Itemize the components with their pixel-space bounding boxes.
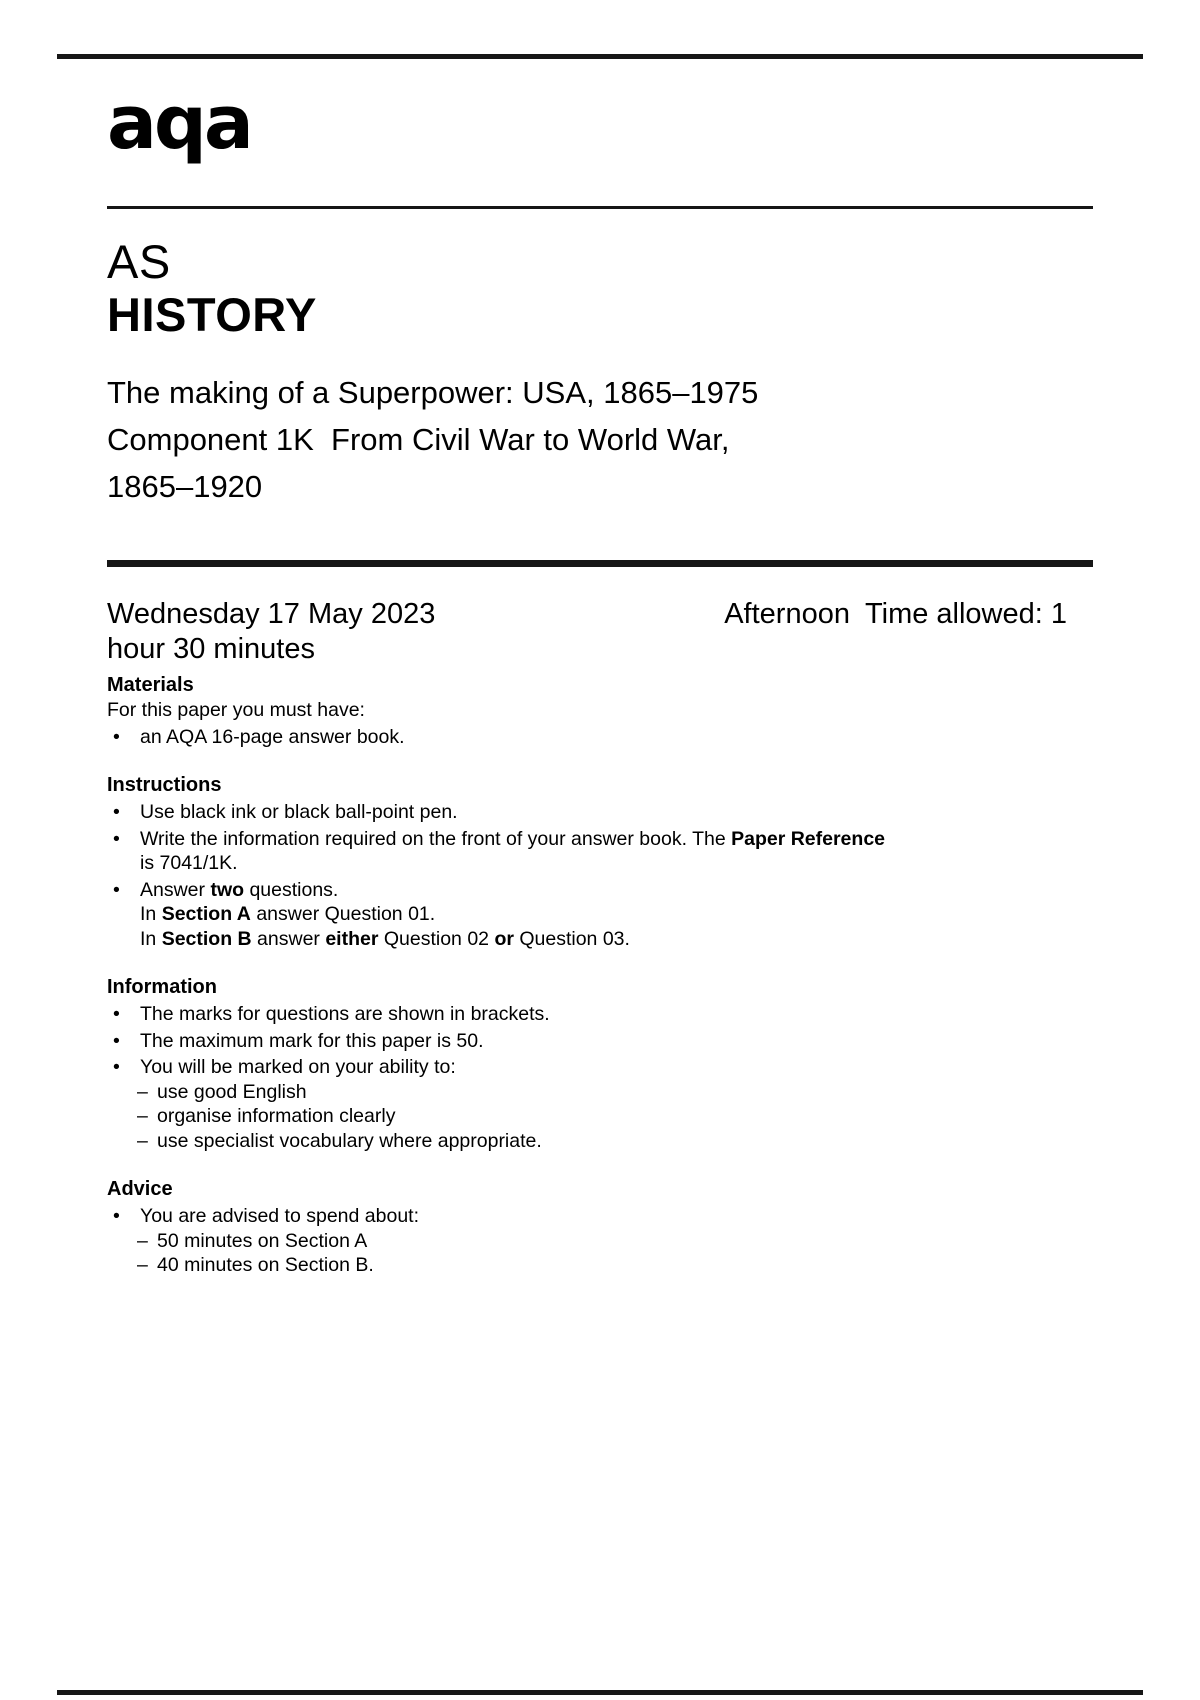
bullet-item: [107, 1204, 1093, 1229]
dash-icon: –: [137, 1254, 148, 1276]
bullet-icon: •: [113, 801, 120, 823]
title-divider-rule: [107, 560, 1093, 567]
bullet-item: [107, 725, 1093, 750]
section-heading-materials: Materials: [107, 674, 194, 696]
continuation-line: [107, 902, 1093, 927]
bullet-icon: •: [113, 725, 120, 748]
dash-item: [107, 1253, 1093, 1278]
section-heading-instructions: Instructions: [107, 774, 222, 796]
bottom-rule: [57, 1690, 1143, 1695]
title-block: [107, 235, 1093, 341]
bullet-item: [107, 1029, 1093, 1054]
paper-title: [107, 369, 1093, 510]
exam-period: Afternoon: [724, 598, 850, 630]
line-text: use specialist vocabulary where appropriate.: [157, 1129, 542, 1152]
continuation-line: [107, 851, 1093, 876]
bullet-icon: •: [113, 1029, 120, 1052]
section-heading-advice: Advice: [107, 1178, 173, 1200]
paper-title-line-1: The making of a Superpower: USA, 1865–1975: [107, 375, 759, 410]
line-text: is 7041/1K.: [140, 852, 238, 874]
line-text: You will be marked on your ability to:: [140, 1056, 456, 1078]
cover-content: [107, 0, 1093, 1278]
dash-item: [107, 1229, 1093, 1254]
line-text: organise information clearly: [157, 1105, 396, 1127]
line-text: use good English: [157, 1080, 307, 1103]
bullet-item: [107, 827, 1093, 852]
dash-icon: –: [137, 1129, 148, 1152]
line-text: 40 minutes on Section B.: [157, 1254, 374, 1276]
paper-title-line-2: Component 1K From Civil War to World War,: [107, 422, 730, 457]
session-line: [107, 597, 1093, 632]
section-heading-information: Information: [107, 976, 217, 998]
line-text: For this paper you must have:: [107, 699, 365, 721]
aqa-logo: aqa: [107, 80, 251, 166]
line-text: In Section B answer either Question 02 or Question 03.: [140, 927, 630, 950]
time-allowed: Time allowed: 1: [864, 598, 1067, 630]
dash-icon: –: [137, 1105, 148, 1127]
line-text: Use black ink or black ball-point pen.: [140, 801, 458, 823]
continuation-line: [107, 927, 1093, 952]
session-right: [724, 597, 1093, 632]
bullet-icon: •: [113, 1003, 120, 1025]
qualification-level: AS: [107, 235, 171, 288]
time-allowed-wrap: hour 30 minutes: [107, 633, 315, 665]
dash-item: [107, 1080, 1093, 1105]
section-information: [107, 975, 1093, 1153]
logo-rule: [107, 206, 1093, 209]
line-text: Write the information required on the front of your answer book. The Paper Reference: [140, 827, 886, 850]
line-text: In Section A answer Question 01.: [140, 903, 436, 925]
section-instructions: [107, 773, 1093, 951]
bullet-item: [107, 1002, 1093, 1027]
line-text: The marks for questions are shown in brackets.: [140, 1003, 550, 1025]
text-line: [107, 698, 1093, 723]
dash-icon: –: [137, 1229, 148, 1252]
section-advice: [107, 1177, 1093, 1278]
dash-item: [107, 1104, 1093, 1129]
line-text: You are advised to spend about:: [140, 1205, 419, 1227]
front-notices: [107, 673, 1093, 1278]
bullet-icon: •: [113, 878, 120, 901]
subject-title: HISTORY: [107, 288, 317, 341]
bullet-item: [107, 878, 1093, 903]
bullet-item: [107, 1055, 1093, 1080]
exam-date: Wednesday 17 May 2023: [107, 598, 436, 630]
section-materials: [107, 673, 1093, 749]
dash-item: [107, 1129, 1093, 1154]
line-text: 50 minutes on Section A: [157, 1229, 368, 1252]
paper-title-line-3: 1865–1920: [107, 469, 263, 504]
session-block: [107, 597, 1093, 667]
bullet-icon: •: [113, 1056, 120, 1078]
line-text: Answer two questions.: [140, 878, 339, 901]
line-text: an AQA 16-page answer book.: [140, 725, 405, 748]
line-text: The maximum mark for this paper is 50.: [140, 1029, 484, 1052]
bullet-item: [107, 800, 1093, 825]
bullet-icon: •: [113, 1205, 120, 1227]
dash-icon: –: [137, 1080, 148, 1103]
bullet-icon: •: [113, 827, 120, 850]
